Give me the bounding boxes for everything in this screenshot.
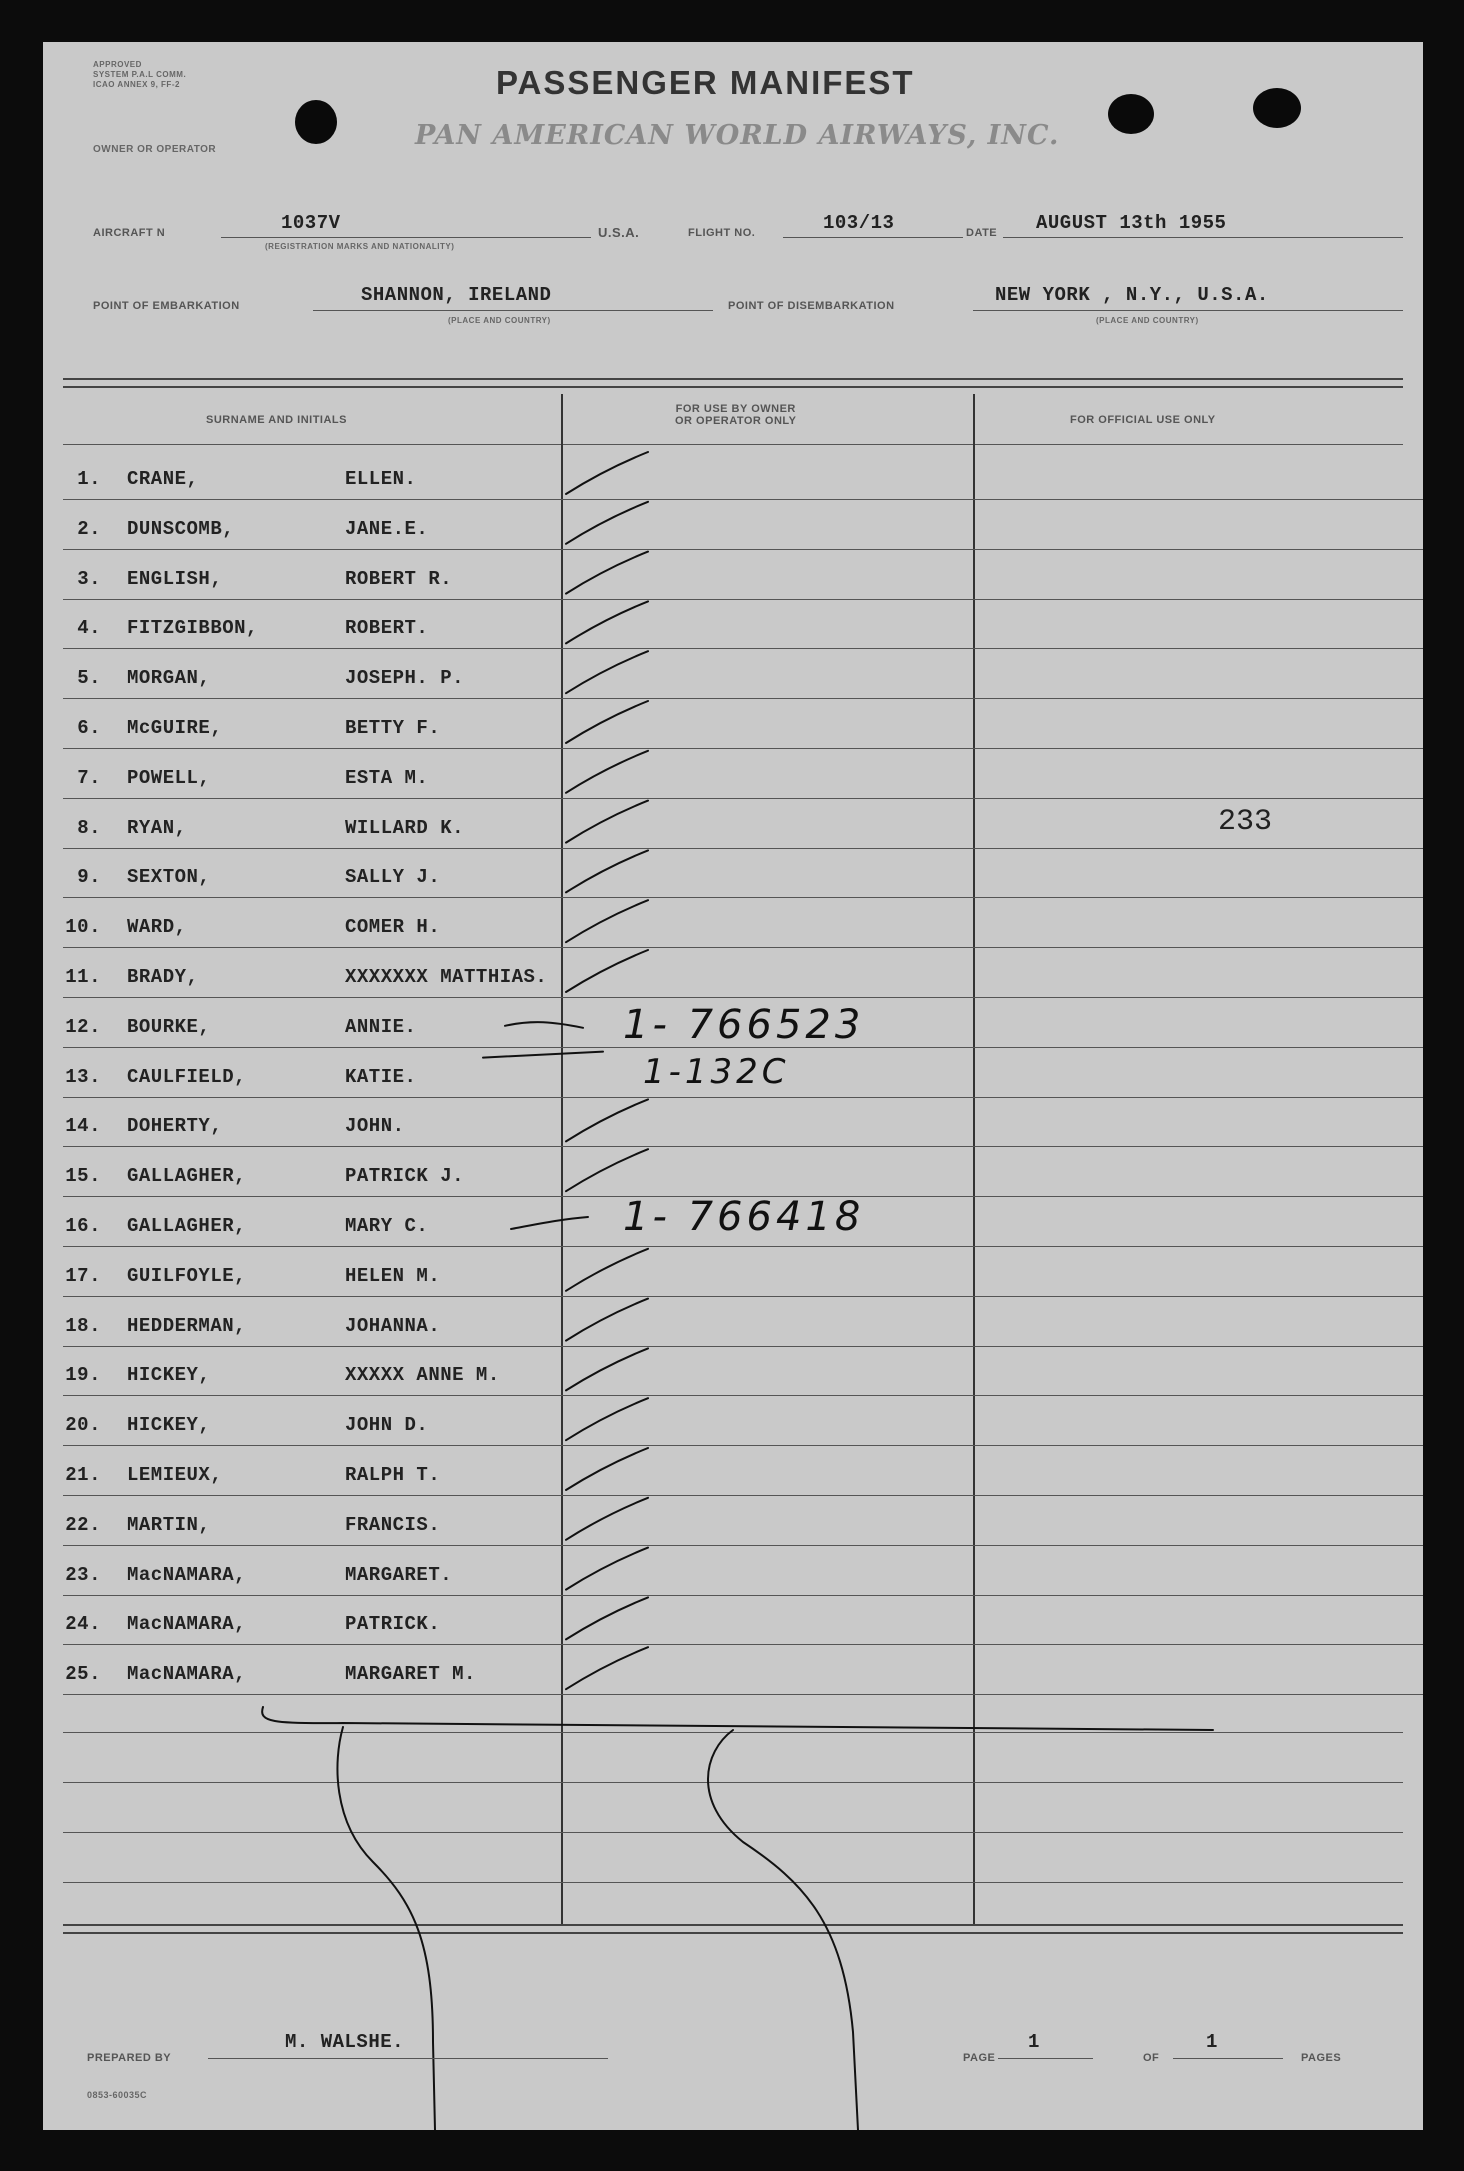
passenger-surname: MacNAMARA, [127,1663,247,1686]
check-mark [566,751,648,793]
passenger-surname: FITZGIBBON, [127,617,258,640]
check-mark [566,950,648,992]
passenger-number: 1. [77,468,101,490]
passenger-given-names: JOSEPH. P. [345,667,465,690]
passenger-given-names: ESTA M. [345,766,429,789]
prepared-by-label: PREPARED BY [87,2052,172,2064]
field-underline [998,2058,1093,2059]
manifest-sheet [43,42,1423,2130]
passenger-surname: HICKEY, [127,1364,211,1387]
passenger-number: 24. [65,1613,101,1636]
page-label: PAGE [963,2052,996,2064]
check-mark [566,502,648,544]
passenger-surname: SEXTON, [127,866,211,889]
owner-column-header-line: OR OPERATOR ONLY [675,415,797,427]
passenger-number: 17. [65,1264,101,1287]
passenger-given-names: PATRICK J. [345,1165,465,1188]
passenger-given-names: JOHN. [345,1115,405,1138]
passenger-given-names: XXXXX ANNE M. [345,1364,500,1387]
check-mark [566,1299,648,1341]
date-value: AUGUST 13th 1955 [1036,212,1227,234]
check-mark [566,1149,648,1191]
passenger-given-names: MARGARET. [345,1563,453,1586]
field-underline [1173,2058,1283,2059]
check-mark [566,651,648,693]
usa-label: U.S.A. [598,225,640,240]
check-mark [566,1448,648,1490]
check-mark [566,552,648,594]
embarkation-value: SHANNON, IRELAND [361,284,552,306]
check-mark [566,701,648,743]
passenger-number: 5. [77,667,101,690]
check-mark [566,1398,648,1440]
aircraft-label: AIRCRAFT N [93,227,166,239]
operator-name: PAN AMERICAN WORLD AIRWAYS, INC. [415,120,1060,151]
check-mark [566,452,648,494]
passenger-surname: MacNAMARA, [127,1613,247,1636]
passenger-number: 10. [65,916,101,939]
passenger-given-names: ROBERT. [345,617,429,640]
passenger-surname: GALLAGHER, [127,1165,247,1188]
passenger-number: 12. [65,1015,101,1038]
check-mark [566,1597,648,1639]
passenger-surname: MARTIN, [127,1513,211,1536]
pen-stroke [505,1022,583,1028]
check-mark [566,1348,648,1390]
approval-line: ICAO ANNEX 9, FF-2 [93,80,180,89]
passenger-surname: GUILFOYLE, [127,1264,247,1287]
passenger-surname: GALLAGHER, [127,1215,247,1237]
passenger-given-names: PATRICK. [345,1613,441,1636]
passenger-given-names: MARGARET M. [345,1663,476,1686]
passenger-surname: CRANE, [127,468,199,490]
passenger-given-names: WILLARD K. [345,816,465,839]
check-mark [566,1647,648,1689]
owner-operator-label: OWNER OR OPERATOR [93,144,217,155]
passenger-given-names: SALLY J. [345,866,441,889]
field-underline [208,2058,608,2059]
passenger-given-names: JANE.E. [345,517,429,540]
handwritten-ticket-number: 1-132C [643,1052,790,1092]
passenger-surname: POWELL, [127,766,211,789]
check-mark [566,601,648,643]
passenger-number: 19. [65,1364,101,1387]
passenger-surname: RYAN, [127,816,187,839]
pages-label: PAGES [1301,2052,1342,2064]
flight-value: 103/13 [823,212,895,234]
passenger-given-names: ELLEN. [345,468,417,490]
prepared-by-value: M. WALSHE. [285,2031,405,2053]
passenger-number: 8. [77,816,101,839]
passenger-surname: BOURKE, [127,1015,211,1038]
passenger-surname: HICKEY, [127,1414,211,1437]
passenger-surname: CAULFIELD, [127,1065,247,1088]
passenger-given-names: ROBERT R. [345,567,453,590]
form-code: 0853-60035C [87,2090,148,2100]
approval-line: SYSTEM P.A.L COMM. [93,70,187,79]
pen-stroke [337,1727,435,2130]
official-note: 233 [1218,805,1273,839]
passenger-number: 20. [65,1414,101,1437]
check-mark [566,1498,648,1540]
passenger-number: 15. [65,1165,101,1188]
passenger-surname: MORGAN, [127,667,211,690]
passenger-number: 25. [65,1663,101,1686]
check-mark [566,1099,648,1141]
handwritten-ticket-number: 1- 766418 [623,1194,865,1240]
form-title: PASSENGER MANIFEST [496,64,915,101]
aircraft-value: 1037V [281,212,341,234]
passenger-given-names: JOHANNA. [345,1314,441,1337]
passenger-given-names: ANNIE. [345,1015,417,1038]
surname-column-header: SURNAME AND INITIALS [206,414,347,426]
passenger-number: 6. [77,717,101,739]
passenger-surname: DUNSCOMB, [127,517,235,540]
pen-marks [43,42,1423,2130]
passenger-number: 16. [65,1215,101,1237]
date-label: DATE [966,227,998,239]
passenger-number: 2. [77,517,101,540]
passenger-number: 4. [77,617,101,640]
embarkation-label: POINT OF EMBARKATION [93,300,240,312]
pages-value: 1 [1206,2031,1218,2053]
check-mark [566,801,648,843]
passenger-surname: DOHERTY, [127,1115,223,1138]
passenger-surname: McGUIRE, [127,717,223,739]
passenger-given-names: MARY C. [345,1215,429,1237]
official-column-header: FOR OFFICIAL USE ONLY [1070,414,1216,426]
passenger-number: 7. [77,766,101,789]
passenger-surname: WARD, [127,916,187,939]
passenger-number: 9. [77,866,101,889]
passenger-surname: ENGLISH, [127,567,223,590]
passenger-surname: HEDDERMAN, [127,1314,247,1337]
check-mark [566,900,648,942]
passenger-surname: LEMIEUX, [127,1464,223,1486]
pen-stroke [483,1052,603,1058]
passenger-given-names: BETTY F. [345,717,441,739]
passenger-number: 21. [65,1464,101,1486]
of-label: OF [1143,2052,1160,2064]
flight-label: FLIGHT NO. [688,227,756,239]
check-mark [566,1548,648,1590]
passenger-number: 22. [65,1513,101,1536]
embarkation-sublabel: (PLACE AND COUNTRY) [448,316,551,325]
handwritten-ticket-number: 1- 766523 [623,1002,865,1048]
passenger-given-names: XXXXXXX MATTHIAS. [345,966,548,988]
passenger-surname: MacNAMARA, [127,1563,247,1586]
passenger-given-names: KATIE. [345,1065,417,1088]
closing-bracket [262,1707,1213,1730]
passenger-number: 23. [65,1563,101,1586]
disembarkation-value: NEW YORK , N.Y., U.S.A. [995,284,1269,306]
aircraft-sublabel: (REGISTRATION MARKS AND NATIONALITY) [265,242,455,251]
disembarkation-label: POINT OF DISEMBARKATION [728,300,895,312]
disembarkation-sublabel: (PLACE AND COUNTRY) [1096,316,1199,325]
owner-column-header-line: FOR USE BY OWNER [675,403,796,415]
passenger-given-names: HELEN M. [345,1264,441,1287]
pen-stroke [511,1217,588,1229]
page-value: 1 [1028,2031,1040,2053]
approval-line: APPROVED [93,60,142,69]
passenger-given-names: FRANCIS. [345,1513,441,1536]
passenger-given-names: COMER H. [345,916,441,939]
passenger-number: 11. [65,966,101,988]
passenger-number: 18. [65,1314,101,1337]
pen-stroke [708,1730,858,2130]
passenger-number: 13. [65,1065,101,1088]
passenger-number: 3. [77,567,101,590]
passenger-given-names: RALPH T. [345,1464,441,1486]
check-mark [566,1249,648,1291]
passenger-given-names: JOHN D. [345,1414,429,1437]
passenger-number: 14. [65,1115,101,1138]
check-mark [566,850,648,892]
passenger-surname: BRADY, [127,966,199,988]
